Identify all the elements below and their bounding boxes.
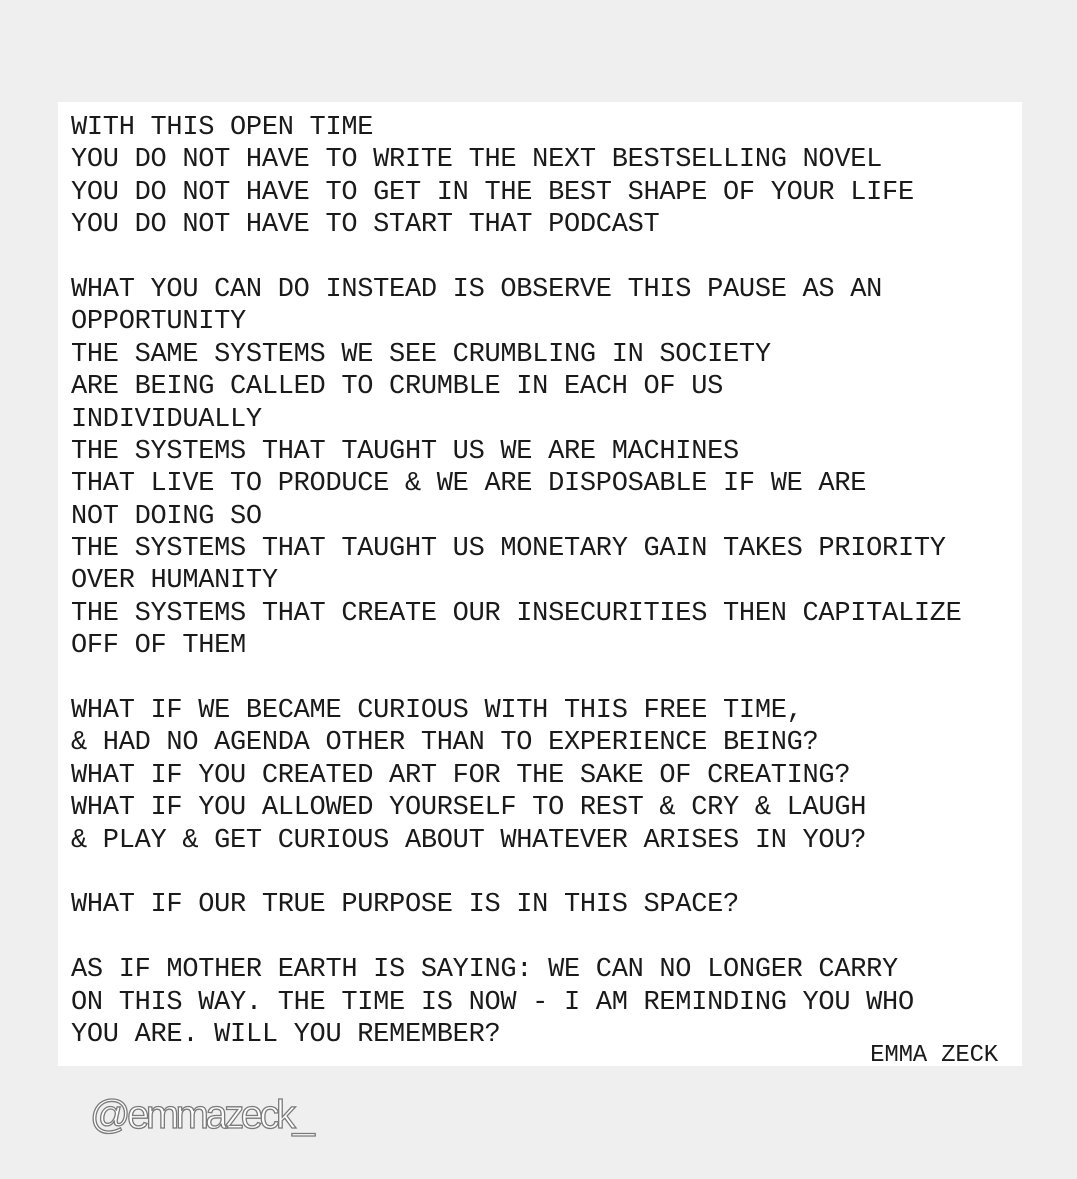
poem-line: WHAT IF WE BECAME CURIOUS WITH THIS FREE TIME, — [71, 696, 803, 727]
poem-line: WITH THIS OPEN TIME — [71, 113, 374, 143]
poem-line: OPPORTUNITY — [71, 307, 246, 338]
poem-line — [71, 857, 1011, 889]
poem-line: OFF OF THEM — [71, 631, 246, 662]
poem-line: YOU DO NOT HAVE TO GET IN THE BEST SHAPE OF YOUR LIFE — [71, 177, 914, 208]
poem-line: THE SYSTEMS THAT TAUGHT US MONETARY GAIN TAKES PRIORITY — [71, 534, 946, 565]
poem-line: AS IF MOTHER EARTH IS SAYING: WE CAN NO LONGER CARRY — [71, 955, 898, 986]
author-signature: EMMA ZECK — [870, 1042, 998, 1069]
poem-line: NOT DOING SO — [71, 501, 262, 532]
poem-line — [71, 242, 1011, 274]
poem-text — [71, 112, 1011, 1051]
social-handle[interactable]: @emmazeck_ — [90, 1093, 312, 1137]
poem-card — [58, 102, 1022, 1069]
poem-line — [71, 922, 1011, 954]
poem-line: YOU ARE. WILL YOU REMEMBER? — [71, 1019, 501, 1050]
poem-line: & HAD NO AGENDA OTHER THAN TO EXPERIENCE BEING? — [71, 728, 819, 759]
poem-line: YOU DO NOT HAVE TO WRITE THE NEXT BESTSELLING NOVEL — [71, 145, 883, 176]
poem-line: THE SAME SYSTEMS WE SEE CRUMBLING IN SOCIETY — [71, 339, 771, 370]
poem-line: WHAT IF YOU CREATED ART FOR THE SAKE OF CREATING? — [71, 760, 851, 791]
poem-line: OVER HUMANITY — [71, 566, 278, 597]
poem-line: WHAT YOU CAN DO INSTEAD IS OBSERVE THIS PAUSE AS AN — [71, 274, 883, 305]
poem-line: ARE BEING CALLED TO CRUMBLE IN EACH OF US — [71, 372, 724, 403]
poem-line: THE SYSTEMS THAT TAUGHT US WE ARE MACHINES — [71, 436, 739, 467]
poem-line: WHAT IF YOU ALLOWED YOURSELF TO REST & CRY & LAUGH — [71, 793, 867, 824]
poem-line: & PLAY & GET CURIOUS ABOUT WHATEVER ARISES IN YOU? — [71, 825, 867, 856]
poem-line: YOU DO NOT HAVE TO START THAT PODCAST — [71, 210, 660, 241]
poem-line: ON THIS WAY. THE TIME IS NOW - I AM REMINDING YOU WHO — [71, 987, 914, 1018]
poem-line: THAT LIVE TO PRODUCE & WE ARE DISPOSABLE IF WE ARE — [71, 469, 867, 500]
poem-line — [71, 663, 1011, 695]
poem-line: WHAT IF OUR TRUE PURPOSE IS IN THIS SPACE? — [71, 890, 739, 921]
poem-line: THE SYSTEMS THAT CREATE OUR INSECURITIES THEN CAPITALIZE — [71, 598, 962, 629]
poem-line: INDIVIDUALLY — [71, 404, 262, 435]
